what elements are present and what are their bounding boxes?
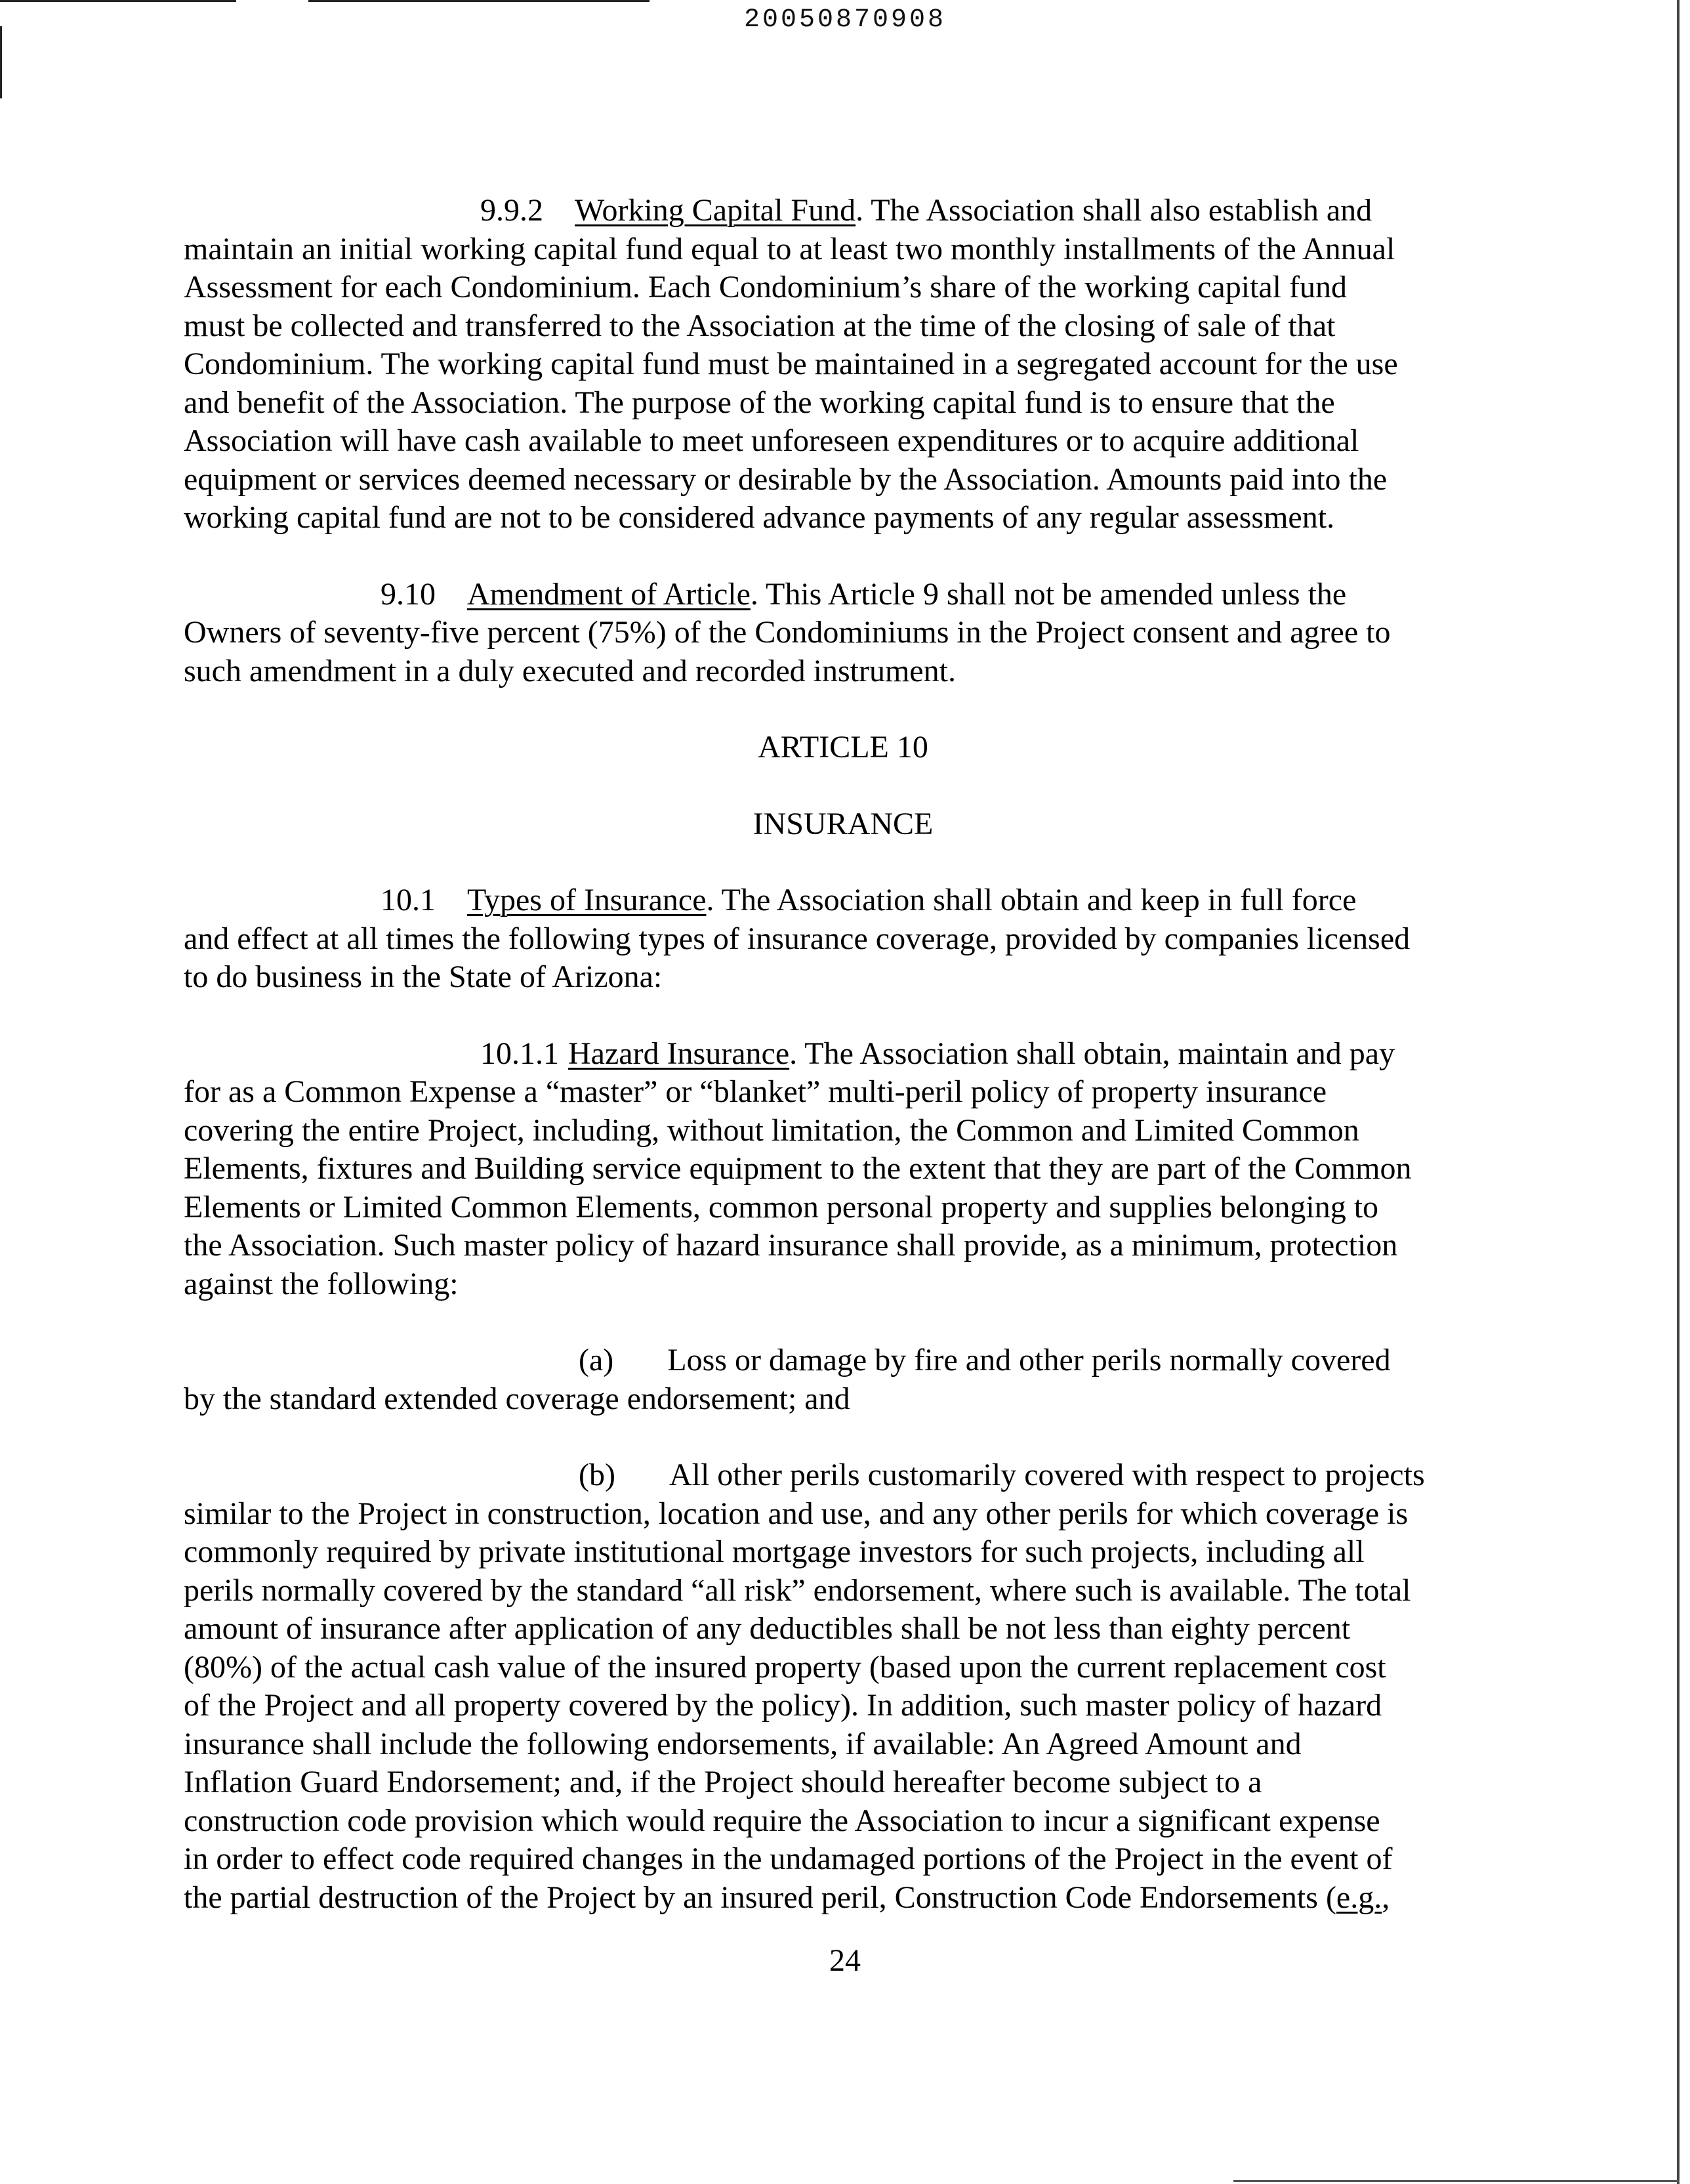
page-number: 24 [829,1943,861,1978]
section-first-line [184,576,1502,614]
item-line: perils normally covered by the standard “all risk” endorsement, where such is available. The total [184,1572,1411,1608]
item-line: commonly required by private institutional mortgage investors for such projects, including all [184,1534,1365,1569]
section-title: Working Capital Fund [575,193,856,228]
section-line: working capital fund are not to be considered advance payments of any regular assessment. [184,500,1335,535]
section-line: against the following: [184,1266,459,1301]
article-heading: ARTICLE 10 [758,730,928,765]
item-lead: All other perils customarily covered with respect to projects [669,1458,1425,1492]
item-line: in order to effect code required changes in the undamaged portions of the Project in the event of [184,1841,1393,1876]
section-10-1-1 [184,1035,1502,1304]
item-line: (80%) of the actual cash value of the insured property (based upon the current replacement cost [184,1649,1386,1685]
section-first-line [184,192,1502,230]
section-title: Hazard Insurance [568,1036,790,1071]
section-lead: . The Association shall obtain, maintain and pay [789,1036,1395,1071]
section-line: Elements or Limited Common Elements, common personal property and supplies belonging to [184,1189,1379,1225]
section-line: Condominium. The working capital fund must be maintained in a segregated account for the use [184,346,1398,381]
item-label: (a) [579,1343,614,1377]
section-line: maintain an initial working capital fund equal to at least two monthly installments of the Annual [184,231,1395,266]
section-line: and benefit of the Association. The purpose of the working capital fund is to ensure that the [184,385,1335,420]
section-10-1 [184,881,1502,997]
article-title: INSURANCE [752,806,934,841]
section-line: such amendment in a duly executed and recorded instrument. [184,653,956,688]
section-line: Elements, fixtures and Building service equipment to the extent that they are part of the Common [184,1151,1412,1186]
section-number: 9.10 [381,576,436,612]
section-9-9-2 [184,192,1502,537]
section-line: Owners of seventy-five percent (75%) of the Condominiums in the Project consent and agree to [184,615,1391,650]
section-title: Amendment of Article [467,576,751,612]
section-line: for as a Common Expense a “master” or “blanket” multi-peril policy of property insurance [184,1074,1327,1109]
item-lead: Loss or damage by fire and other perils normally covered [667,1343,1391,1377]
section-number: 10.1 [381,883,436,917]
scan-artifact-left-edge [0,26,2,98]
item-last-tail: , [1382,1880,1390,1915]
item-last-line [184,1879,1502,1918]
scan-artifact-right-edge [1677,0,1680,2184]
document-number: 20050870908 [743,5,947,35]
scan-artifact-top-mid [308,0,649,2]
section-lead: . This Article 9 shall not be amended unless the [750,576,1347,612]
item-line: amount of insurance after application of any deductibles shall be not less than eighty percent [184,1611,1351,1646]
document-body [184,192,1502,1955]
section-first-line [184,881,1502,920]
section-title: Types of Insurance [467,883,707,917]
item-b [184,1456,1502,1917]
section-number: 9.9.2 [480,193,543,228]
scan-artifact-bottom [1233,2180,1680,2182]
item-a [184,1341,1502,1418]
scan-artifact-top-left [0,0,236,2]
section-line: Assessment for each Condominium. Each Condominium’s share of the working capital fund [184,270,1347,304]
section-number: 10.1.1 [480,1036,559,1071]
section-line: must be collected and transferred to the Association at the time of the closing of sale of that [184,308,1336,343]
section-line: Association will have cash available to meet unforeseen expenditures or to acquire additional [184,423,1359,458]
section-lead: . The Association shall obtain and keep in full force [706,883,1357,917]
item-first-line [184,1456,1502,1495]
item-line: of the Project and all property covered by the policy). In addition, such master policy of hazard [184,1688,1382,1723]
section-line: and effect at all times the following types of insurance coverage, provided by companies licensed [184,921,1411,956]
section-line: to do business in the State of Arizona: [184,959,663,994]
item-line: Inflation Guard Endorsement; and, if the Project should hereafter become subject to a [184,1765,1262,1799]
section-9-10 [184,576,1502,691]
item-last-lead: the partial destruction of the Project by an insured peril, Construction Code Endorsements ( [184,1880,1336,1915]
section-line: the Association. Such master policy of hazard insurance shall provide, as a minimum, protection [184,1228,1398,1263]
item-first-line [184,1341,1502,1380]
item-label: (b) [579,1458,615,1492]
item-line: by the standard extended coverage endorsement; and [184,1381,850,1416]
item-eg-abbrev: e.g. [1336,1880,1382,1915]
section-line: equipment or services deemed necessary or desirable by the Association. Amounts paid into the [184,461,1388,497]
item-line: insurance shall include the following endorsements, if available: An Agreed Amount and [184,1726,1302,1761]
section-first-line [184,1035,1502,1074]
item-line: construction code provision which would require the Association to incur a significant expense [184,1803,1380,1838]
section-line: covering the entire Project, including, without limitation, the Common and Limited Common [184,1112,1359,1148]
section-lead: . The Association shall also establish and [855,193,1372,228]
item-line: similar to the Project in construction, location and use, and any other perils for which coverage is [184,1496,1409,1531]
